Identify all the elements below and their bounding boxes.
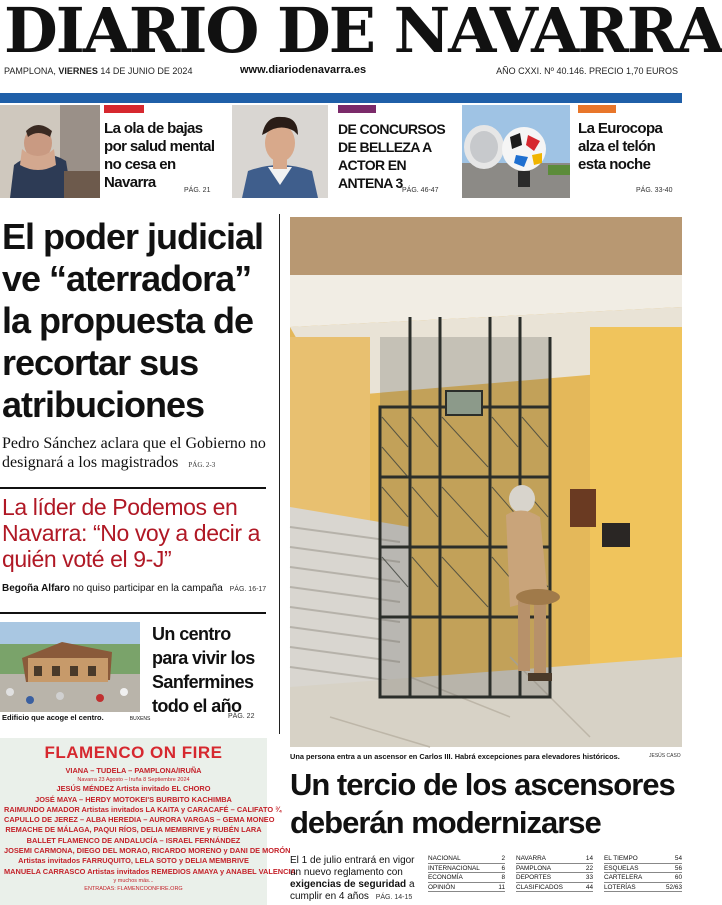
elevator-headline[interactable]: Un tercio de los ascensores deberán modernizarse xyxy=(290,767,675,840)
teaser-photo-actor xyxy=(232,105,328,198)
lead-subhead: Pedro Sánchez aclara que el Gobierno no designará a los magistrados PÁG. 2-3 xyxy=(2,435,266,471)
flamenco-ad[interactable] xyxy=(0,738,296,905)
podemos-byline: Begoña Alfaro no quiso participar en la campaña PÁG. 16-17 xyxy=(2,583,267,594)
teaser-page: PÁG. 33-40 xyxy=(636,187,673,194)
index-row[interactable]: EL TIEMPO 54 xyxy=(604,855,682,862)
centro-credit: BUXENS xyxy=(129,716,151,722)
column-separator xyxy=(279,214,280,734)
teaser-eurocopa[interactable] xyxy=(462,105,682,198)
index-row[interactable]: NAVARRA 14 xyxy=(516,855,593,862)
index-row[interactable]: CLASIFICADOS 44 xyxy=(516,883,593,891)
centro-page: PÁG. 22 xyxy=(228,713,255,720)
teaser-photo-stadium-ball xyxy=(462,105,570,198)
teaser-accent xyxy=(578,105,616,113)
teaser-accent xyxy=(104,105,144,113)
centro-caption: Edificio que acoge el centro. BUXENS xyxy=(2,713,151,722)
section-index xyxy=(516,854,593,892)
teaser-headline: La Eurocopa alza el telón esta noche xyxy=(578,120,663,173)
elevator-lead: El 1 de julio entrará en vigor un nuevo reglamento con exigencias de seguridad a cumplir en 4 años PÁG. 14-15 xyxy=(290,855,415,902)
teaser-photo-worried-man xyxy=(0,105,100,198)
flamenco-lineup: VIANA – TUDELA – PAMPLONA/IRUÑA Navarra 23 Agosto – Iruña 8 Septiembre 2024 JESÚS MÉNDEZ Artista invitado EL CHORO JOSÉ MAYA – HERDY MOTOKEI'S BURBITO KACHIMBA RAIMUNDO AMADOR Artistas invitados LA KAITA y CARACAFÉ – CALIFATO ¾ CAPULLO DE JEREZ – ALBA HEREDIA – AURORA VARGAS – GEMA MONEO REMACHE DE MÁLAGA, PAQUI RÍOS, DELIA MEMBRIVE y RUBÉN LARA BALLET FLAMENCO DE ANDALUCÍA – ISRAEL FERNÁNDEZ JOSEMI CARMONA, DIEGO DEL MORAO, RICARDO MORENO y DANI DE MORÓN Artistas invitados FARRUQUITO, LELA SOTO y DELIA MEMBRIVE MANUELA CARRASCO Artistas invitados REMEDIOS AMAYA y ANABEL VALENCIA y muchos más... ENTRADAS: FLAMENCOONFIRE.ORG xyxy=(4,766,296,892)
elevator-page: PÁG. 14-15 xyxy=(375,894,413,901)
centro-building-photo xyxy=(0,622,140,712)
photo-credit: JESÚS CASO xyxy=(649,753,681,759)
section-index xyxy=(604,854,682,892)
divider xyxy=(0,612,266,614)
teaser-mental-health[interactable] xyxy=(0,105,220,198)
podemos-page: PÁG. 16-17 xyxy=(229,586,267,593)
flamenco-title: FLAMENCO ON FIRE xyxy=(44,743,223,762)
teaser-accent xyxy=(338,105,376,113)
index-row[interactable]: ECONOMÍA 8 xyxy=(428,874,505,881)
newspaper-title: DIARIO DE NAVARRA xyxy=(4,0,722,67)
masthead xyxy=(0,0,722,92)
section-index xyxy=(428,854,505,892)
index-row[interactable]: LOTERÍAS 52/63 xyxy=(604,883,682,891)
teaser-headline: DE CONCURSOS DE BELLEZA A ACTOR EN ANTENA 3 xyxy=(338,121,446,191)
teaser-page: PÁG. 21 xyxy=(184,187,211,194)
lead-page: PÁG. 2-3 xyxy=(188,461,216,469)
index-row[interactable]: PAMPLONA 22 xyxy=(516,864,593,872)
index-row[interactable]: INTERNACIONAL 6 xyxy=(428,864,505,872)
podemos-headline[interactable]: La líder de Podemos en Navarra: “No voy a decir a quién voté el 9-J” xyxy=(2,494,261,572)
masthead-divider xyxy=(0,93,682,103)
main-photo-elevator xyxy=(290,217,682,747)
website-link[interactable]: www.diariodenavarra.es xyxy=(240,64,367,76)
centro-headline[interactable]: Un centro para vivir los Sanfermines todo el año xyxy=(152,624,255,716)
index-row[interactable]: DEPORTES 33 xyxy=(516,874,593,881)
issue-info: AÑO CXXI. Nº 40.146. PRECIO 1,70 EUROS xyxy=(496,66,678,76)
teaser-headline: La ola de bajas por salud mental no cesa en Navarra xyxy=(104,120,215,191)
index-row[interactable]: OPINIÓN 11 xyxy=(428,883,505,891)
teaser-page: PÁG. 46-47 xyxy=(402,187,439,194)
lead-headline[interactable]: El poder judicial ve “aterradora” la propuesta de recortar sus atribuciones xyxy=(2,216,264,425)
divider xyxy=(0,487,266,489)
index-row[interactable]: NACIONAL 2 xyxy=(428,855,505,862)
photo-caption: Una persona entra a un ascensor en Carlos III. Habrá excepciones para elevadores históricos. xyxy=(290,752,620,761)
dateline: PAMPLONA, VIERNES 14 DE JUNIO DE 2024 xyxy=(4,66,193,76)
index-row[interactable]: CARTELERA 60 xyxy=(604,874,682,881)
index-row[interactable]: ESQUELAS 56 xyxy=(604,864,682,872)
teaser-actor[interactable] xyxy=(232,105,454,198)
